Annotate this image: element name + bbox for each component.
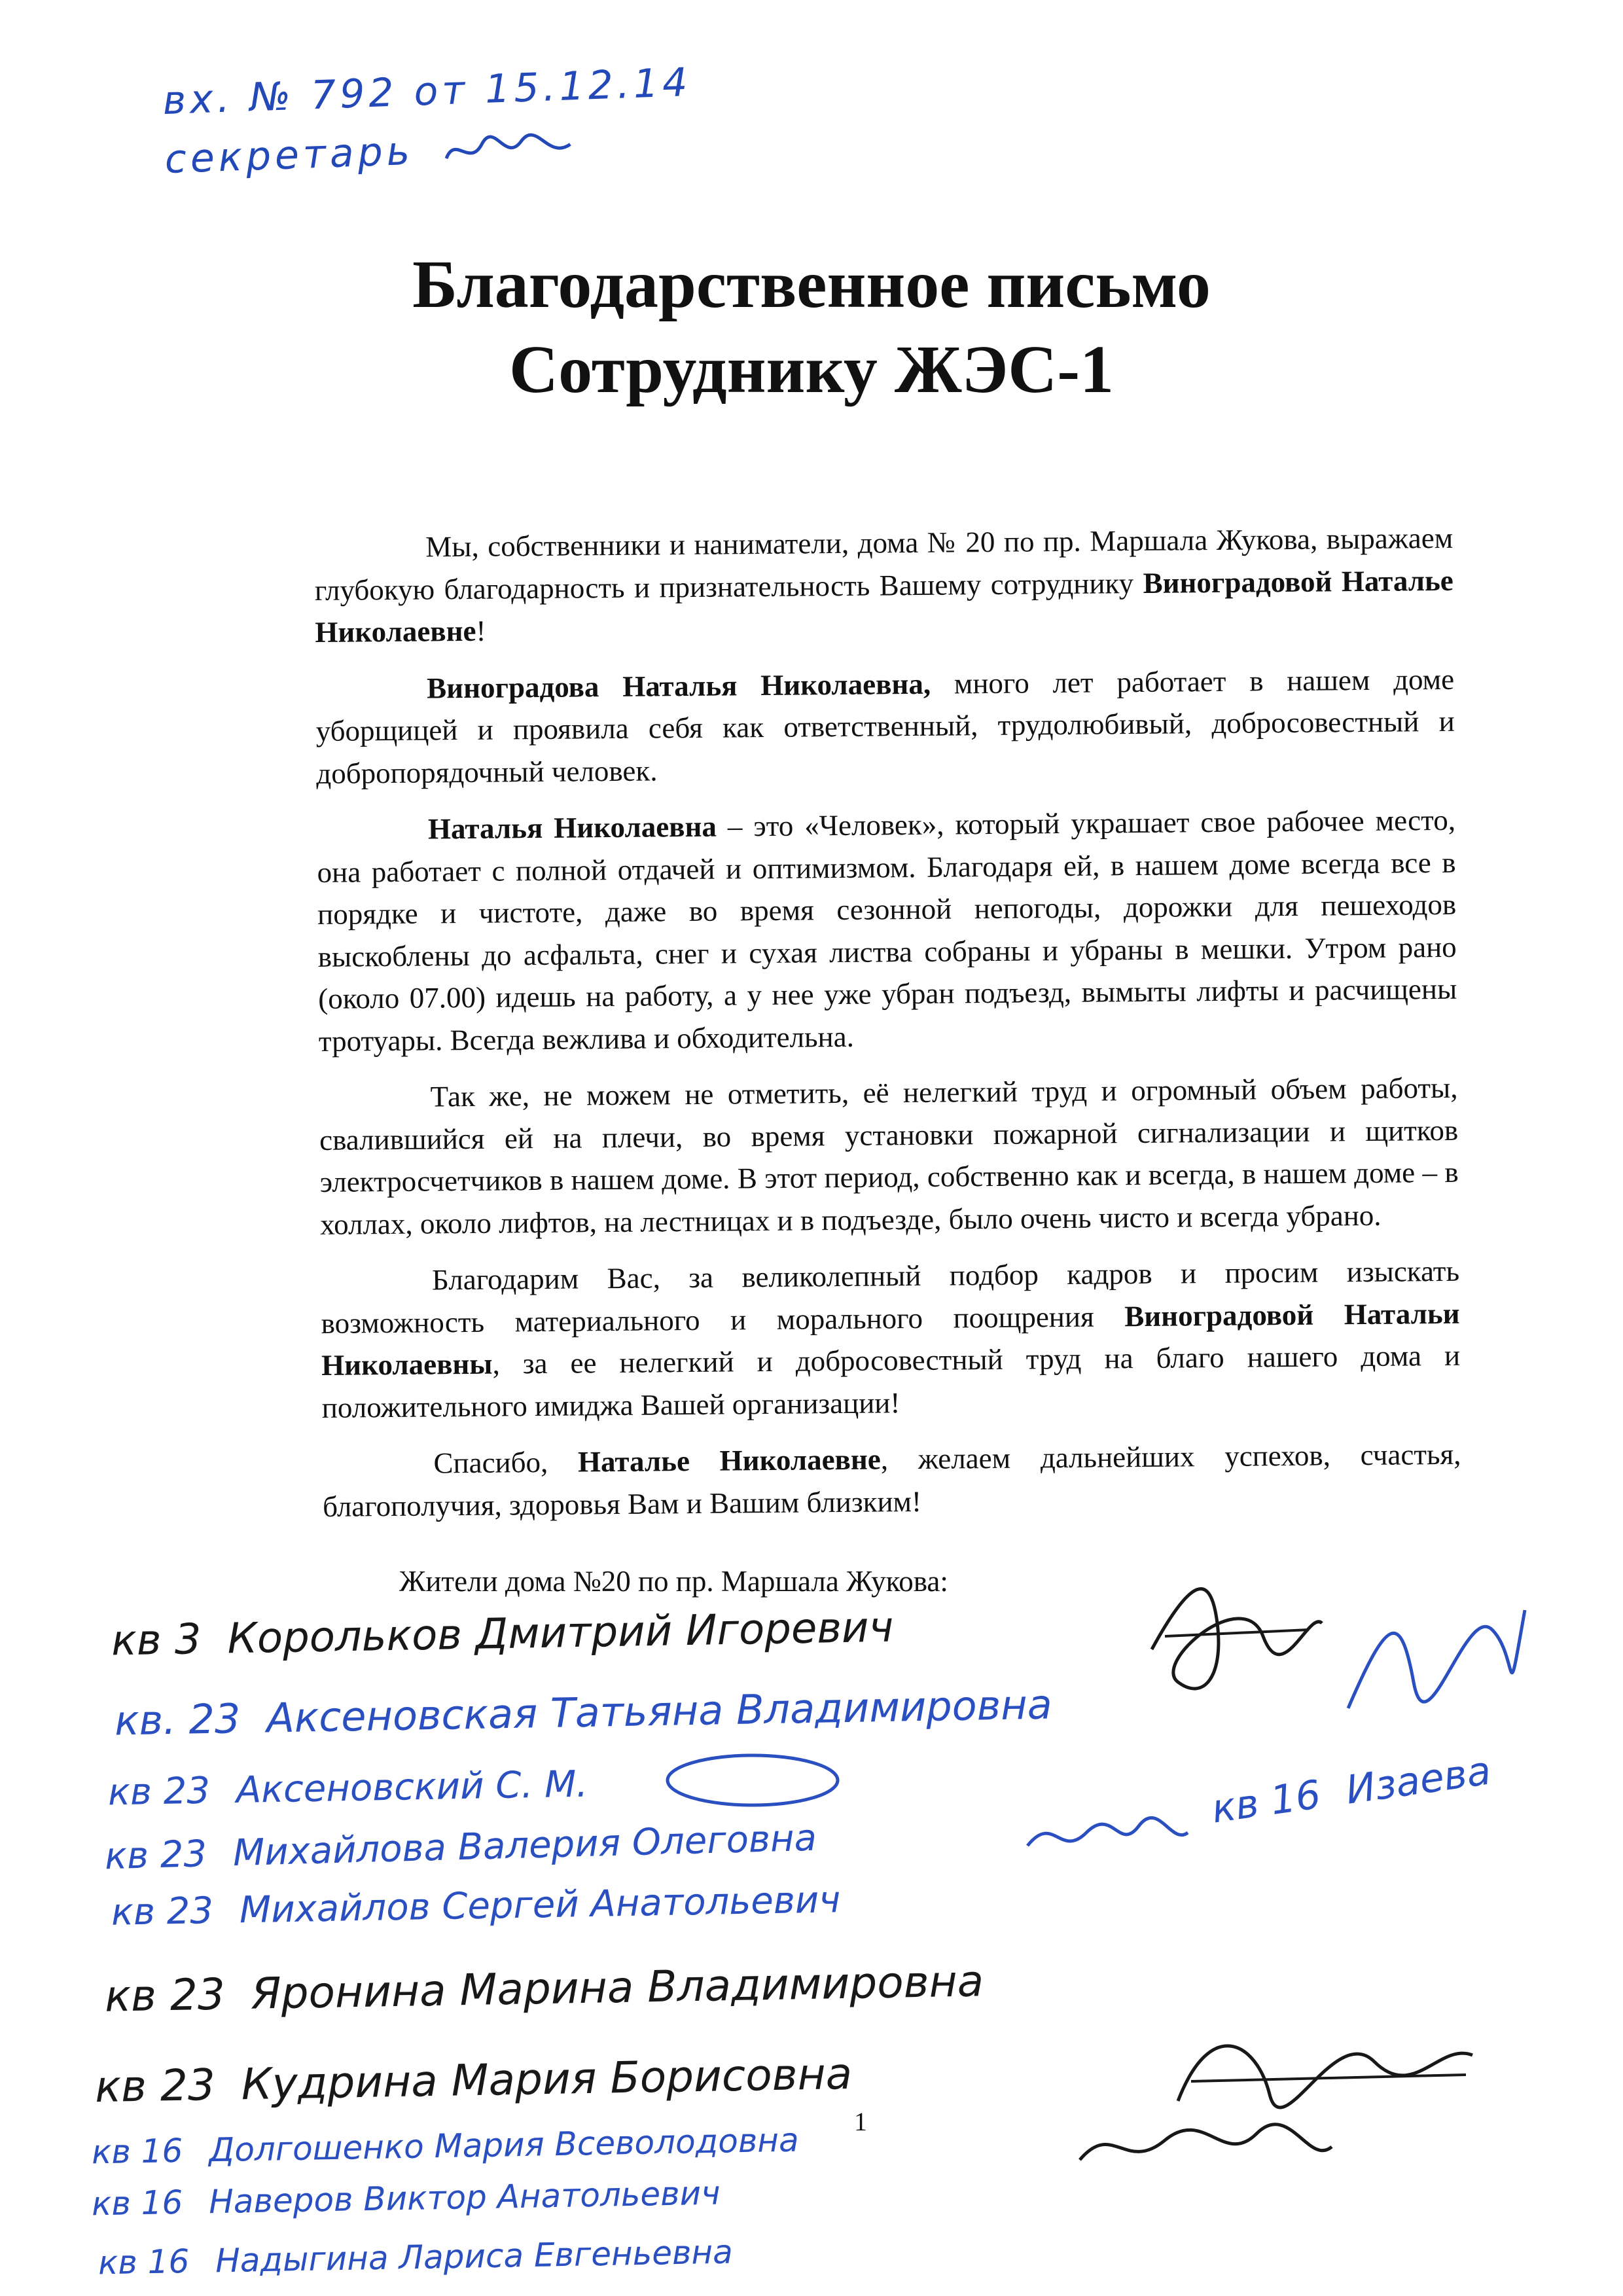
body-paragraph bbox=[317, 799, 1457, 1062]
text-segment: ! bbox=[476, 614, 486, 647]
signature-name: Михайлова Валерия Олеговна bbox=[232, 1816, 817, 1875]
signature-row bbox=[107, 1763, 588, 1814]
title-line-2: Сотруднику ЖЭС-1 bbox=[508, 332, 1114, 407]
signature-row bbox=[104, 1817, 817, 1878]
text-segment: Спасибо, bbox=[433, 1445, 579, 1480]
signature-scribble-3 bbox=[661, 1748, 851, 1813]
signature-name: Аксеновский С. М. bbox=[236, 1763, 588, 1812]
text-segment: много лет работает в нашем доме уборщицей и проявила себя как ответственный, трудолюбивый, добросовестный и добропорядочный человек. bbox=[315, 662, 1455, 790]
signature-apartment: кв. 23 bbox=[114, 1695, 241, 1745]
signature-apartment: кв 16 bbox=[1209, 1771, 1324, 1833]
letter-title bbox=[0, 242, 1623, 412]
text-segment: Так же, не можем не отметить, её нелегкий труд и огромный объем работы, свалившийся ей на плечи, во время установки пожарной сигнализации и щитков электросчетчиков в нашем доме. В этот период, собственно как и всегда, в нашем доме – в холлах, около лифтов, на лестницах и в подъезде, было очень чисто и всегда убрано. bbox=[319, 1071, 1459, 1241]
signature-name: Надыгина Лариса Евгеньевна bbox=[215, 2233, 734, 2280]
text-segment: Мы, собственники и наниматели, дома № 20 по пр. Маршала Жукова, выражаем глубокую благодарность и признательность Вашему сотруднику bbox=[314, 521, 1454, 607]
signature-name: Аксеновская Татьяна Владимировна bbox=[266, 1680, 1053, 1742]
registration-signer-role: секретарь bbox=[164, 128, 415, 183]
signature-apartment: кв 16 bbox=[91, 2183, 183, 2223]
letter-body bbox=[314, 517, 1461, 1542]
signature-scribble-1 bbox=[1113, 1558, 1329, 1715]
signature-row bbox=[104, 1956, 984, 2021]
signature-row bbox=[1209, 1748, 1493, 1832]
signature-apartment: кв 23 bbox=[107, 1769, 211, 1814]
signature-row bbox=[94, 2049, 852, 2112]
signature-row bbox=[111, 1878, 841, 1933]
signature-row bbox=[92, 2121, 800, 2172]
signature-scribble-2 bbox=[1335, 1590, 1531, 1748]
text-segment: Благодарим Вас, за великолепный подбор кадров и просим изыскать возможность материального и морального поощрения bbox=[321, 1254, 1460, 1340]
signature-name: Долгошенко Мария Всеволодовна bbox=[208, 2121, 800, 2170]
signature-name: Наверов Виктор Анатольевич bbox=[208, 2174, 721, 2221]
page-number: 1 bbox=[854, 2107, 867, 2136]
text-segment: , желаем дальнейших успехов, счастья, благополучия, здоровья Вам и Вашим близким! bbox=[322, 1437, 1461, 1523]
signature-apartment: кв 16 bbox=[98, 2242, 190, 2282]
signature-apartment: кв 23 bbox=[104, 1833, 207, 1878]
body-paragraph bbox=[322, 1433, 1461, 1528]
body-paragraph bbox=[319, 1067, 1459, 1246]
signature-row bbox=[111, 1604, 894, 1666]
signature-name: Михайлов Сергей Анатольевич bbox=[239, 1878, 841, 1932]
bold-name-segment: Виноградовой Наталье Николаевне bbox=[315, 564, 1454, 649]
signature-row bbox=[92, 2174, 721, 2223]
signature-row bbox=[114, 1681, 1052, 1745]
signature-apartment: кв 23 bbox=[104, 1969, 226, 2022]
body-paragraph bbox=[321, 1250, 1461, 1429]
residents-heading: Жители дома №20 по пр. Маршала Жукова: bbox=[399, 1565, 948, 1598]
bold-name-segment: Виноградова Наталья Николаевна, bbox=[426, 667, 931, 705]
body-paragraph bbox=[314, 517, 1454, 654]
bold-name-segment: Виноградовой Натальи Николаевны bbox=[321, 1297, 1460, 1382]
title-line-1: Благодарственное письмо bbox=[412, 247, 1211, 322]
signature-name: Яронина Марина Владимировна bbox=[251, 1956, 984, 2019]
signature-name: Изаева bbox=[1343, 1748, 1494, 1814]
bold-name-segment: Наталья Николаевна bbox=[427, 810, 717, 846]
signature-row bbox=[98, 2233, 734, 2282]
registration-note bbox=[162, 53, 694, 189]
signature-apartment: кв 23 bbox=[111, 1890, 214, 1934]
secretary-signature-scribble bbox=[442, 128, 575, 172]
signature-scribble-4 bbox=[1021, 1806, 1191, 1865]
signature-apartment: кв 16 bbox=[91, 2132, 183, 2172]
text-segment: – это «Человек», который украшает свое рабочее место, она работает с полной отдачей и оптимизмом. Благодаря ей, в нашем доме всегда все в порядке и чистоте, даже во время сезонной непогоды, дорожки для пешеходов выскоблены до асфальта, снег и сухая листва собраны и убраны в мешки. Утром рано (около 07.00) идешь на работу, а у нее уже убран подъезд, вымыты лифты и расчищены тротуары. Всегда вежлива и обходительна. bbox=[317, 803, 1457, 1058]
signature-scribble-6 bbox=[1073, 2108, 1335, 2186]
bold-name-segment: Наталье Николаевне bbox=[577, 1443, 881, 1479]
signature-apartment: кв 3 bbox=[111, 1615, 202, 1666]
signature-apartment: кв 23 bbox=[94, 2059, 216, 2113]
registration-number: вх. № 792 от 15.12.14 bbox=[162, 59, 692, 124]
signature-name: Корольков Дмитрий Игоревич bbox=[226, 1603, 894, 1664]
body-paragraph bbox=[315, 658, 1455, 795]
text-segment: , за ее нелегкий и добросовестный труд на благо нашего дома и положительного имиджа Вашей организации! bbox=[321, 1338, 1461, 1424]
signature-name: Кудрина Мария Борисовна bbox=[241, 2048, 853, 2110]
